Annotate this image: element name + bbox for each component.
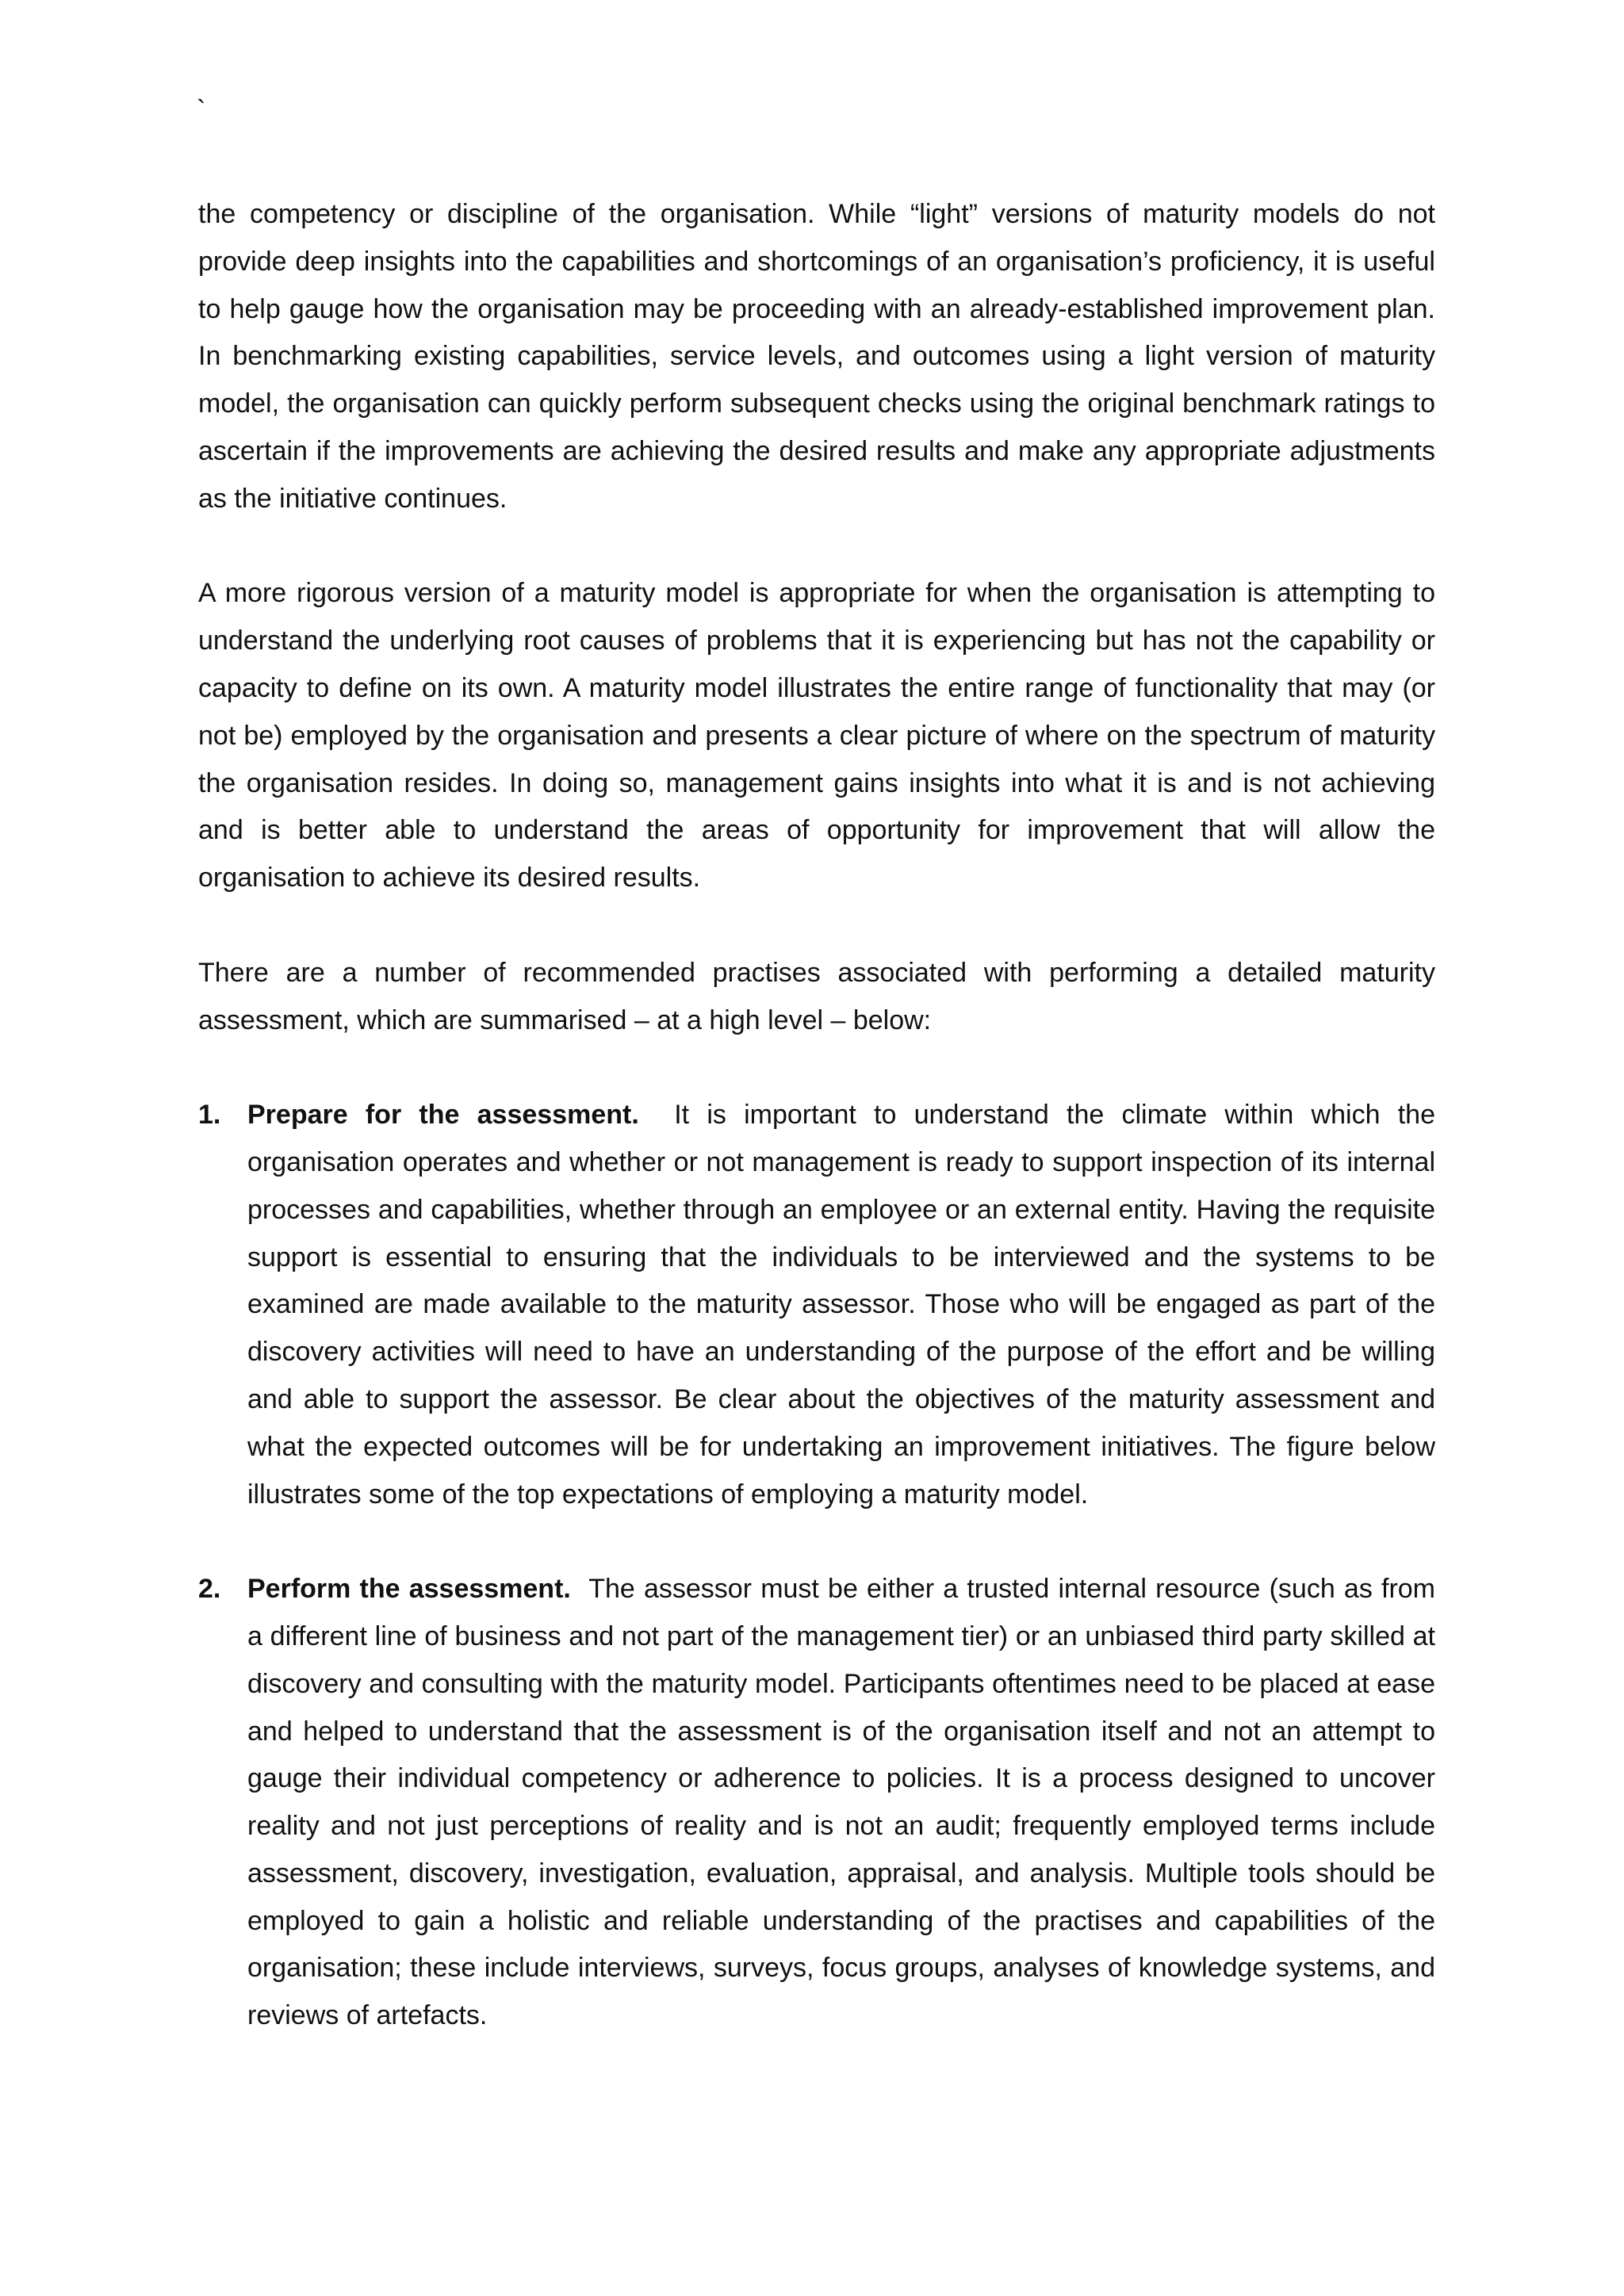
list-item-text: The assessor must be either a trusted internal resource (such as from a different line of business and not part of the management tier) or an unbiased third party skilled at discovery and consulting with the maturity model. Participants oftentimes need to be placed at ease and helped to understand that the assessment is of the organisation itself and not an attempt to gauge their individual competency or adherence to policies. It is a process designed to uncover reality and not just perceptions of reality and is not an audit; frequently employed terms include assessment, discovery, investigation, evaluation, appraisal, and analysis. Multiple tools should be employed to gain a holistic and reliable understanding of the practises and capabilities of the organisation; these include interviews, surveys, focus groups, analyses of knowledge systems, and reviews of artefacts. — [247, 1574, 1435, 2031]
list-item-number: 2. — [198, 1574, 221, 1605]
practises-list — [198, 1092, 1435, 2040]
list-item-perform — [198, 1566, 1435, 2040]
list-item-title: Prepare for the assessment. — [247, 1100, 639, 1131]
header-mark: ` — [197, 95, 206, 125]
paragraph-recommended-practises: There are a number of recommended practises associated with performing a detailed maturity assessment, which are summarised – at a high level – below: — [198, 957, 1435, 1035]
paragraph-maturity-light: the competency or discipline of the organisation. While “light” versions of maturity models do not provide deep insights into the capabilities and shortcomings of an organisation’s proficiency, it is useful to help gauge how the organisation may be proceeding with an already-established improvement plan. In benchmarking existing capabilities, service levels, and outcomes using a light version of maturity model, the organisation can quickly perform subsequent checks using the original benchmark ratings to ascertain if the improvements are achieving the desired results and make any appropriate adjustments as the initiative continues. — [198, 199, 1435, 514]
paragraph-maturity-rigorous: A more rigorous version of a maturity model is appropriate for when the organisation is attempting to understand the underlying root causes of problems that it is experiencing but has not the capability or capacity to define on its own. A maturity model illustrates the entire range of functionality that may (or not be) employed by the organisation and presents a clear picture of where on the spectrum of maturity the organisation resides. In doing so, management gains insights into what it is and is not achieving and is better able to understand the areas of opportunity for improvement that will allow the organisation to achieve its desired results. — [198, 578, 1435, 894]
document-body — [198, 191, 1435, 2040]
list-item-title: Perform the assessment. — [247, 1574, 571, 1605]
list-item-text: It is important to understand the climate within which the organisation operates and whether or not management is ready to support inspection of its internal processes and capabilities, whether through an employee or an external entity. Having the requisite support is essential to ensuring that the individuals to be interviewed and the systems to be examined are made available to the maturity assessor. Those who will be engaged as part of the discovery activities will need to have an understanding of the purpose of the effort and be willing and able to support the assessor. Be clear about the objectives of the maturity assessment and what the expected outcomes will be for undertaking an improvement initiatives. The figure below illustrates some of the top expectations of employing a maturity model. — [247, 1100, 1435, 1510]
list-item-number: 1. — [198, 1100, 221, 1131]
list-item-prepare — [198, 1092, 1435, 1518]
